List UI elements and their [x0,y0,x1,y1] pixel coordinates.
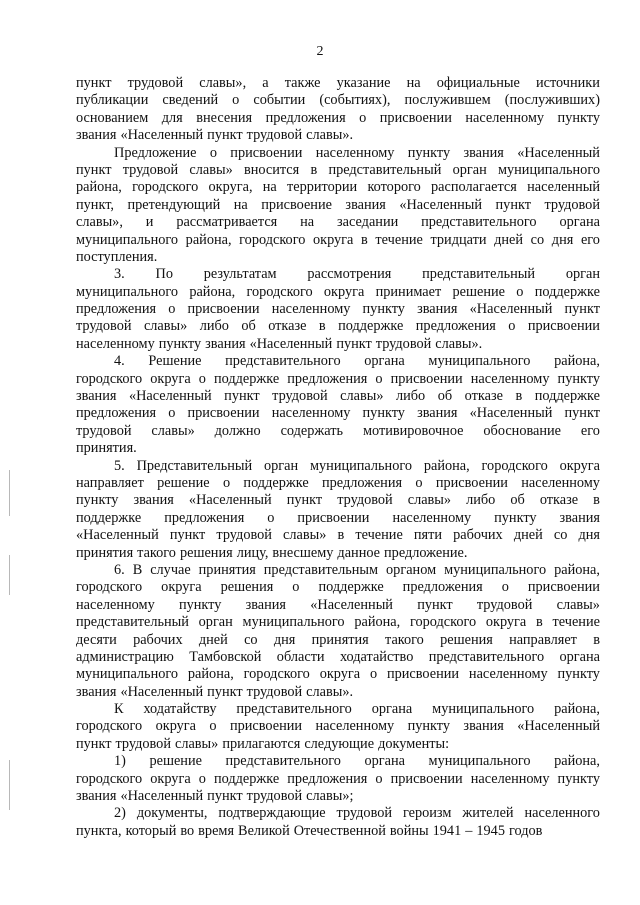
paragraph [76,458,600,562]
text-line: представительный орган муниципального района, городского округа в течение [76,614,600,631]
text-line: муниципального района, городского округа в течение тридцати дней со дня его [76,231,600,248]
paragraph [76,75,600,145]
text-line: пункт трудовой славы» прилагаются следующие документы: [76,735,450,752]
text-line: района, городского округа, на территории которого располагается населенный [76,179,600,196]
text-line: муниципального района, городского округа о присвоении населенному пункту [76,666,600,683]
text-line: 1) решение представительного органа муниципального района, [114,753,600,770]
text-line: направляет решение о поддержке предложения о присвоении населенному [76,474,600,491]
text-line: администрацию Тамбовской области ходатайство представительного органа [76,648,600,665]
text-line: пункт трудовой славы», а также указание на официальные источники [76,75,600,91]
text-line: городского округа о поддержке предложения о присвоении населенному пункту [76,370,600,387]
paragraph [76,145,600,267]
text-line: 6. В случае принятия представительным органом муниципального района, [114,561,600,578]
text-line: К ходатайству представительного органа муниципального района, [114,701,600,718]
paragraph [76,701,600,753]
text-line: 4. Решение представительного органа муниципального района, [114,353,600,370]
text-line: городского округа о присвоении населенному пункту звания «Населенный [76,718,600,735]
text-line: десяти рабочих дней со дня принятия такого решения направляет в [76,631,600,648]
scan-edge-mark [9,760,10,810]
text-line: звания «Населенный пункт трудовой славы»; [76,788,354,805]
text-line: пункту звания «Населенный пункт трудовой славы» либо об отказе в [76,492,600,509]
text-line: городского округа решения о поддержке предложения о присвоении [76,579,600,596]
paragraph [76,562,600,701]
text-line: пункта, который во время Великой Отечественной войны 1941 – 1945 годов [76,822,543,839]
text-line: поступления. [76,248,158,265]
text-line: трудовой славы» должно содержать мотивировочное обоснование его [76,422,600,439]
text-line: «Населенный пункт трудовой славы» в течение пяти рабочих дней со дня [76,527,600,544]
text-line: звания «Населенный пункт трудовой славы» либо об отказе в поддержке [76,388,600,405]
text-line: основанием для внесения предложения о присвоении населенному пункту [76,109,600,126]
text-line: славы», и рассматривается на заседании представительного органа [76,214,600,231]
text-line: публикации сведений о событии (событиях), послужившем (послуживших) [76,92,600,109]
paragraph [76,266,600,353]
text-line: пункт трудовой славы» вносится в представительный орган муниципального [76,161,600,178]
document-body [76,75,600,840]
paragraph [76,753,600,805]
text-line: трудовой славы» либо об отказе в поддержке предложения о присвоении [76,318,600,335]
scan-edge-mark [9,470,10,516]
page-number: 2 [316,44,324,59]
text-line: городского округа о поддержке предложения о присвоении населенному пункту [76,770,600,787]
text-line: звания «Населенный пункт трудовой славы». [76,127,354,144]
text-line: поддержке предложения о присвоении населенному пункту звания [76,509,600,526]
paragraph [76,805,600,840]
text-line: муниципального района, городского округа принимает решение о поддержке [76,283,600,300]
text-line: населенному пункту звания «Населенный пункт трудовой славы». [76,335,483,352]
text-line: звания «Населенный пункт трудовой славы». [76,683,354,700]
text-line: предложения о присвоении населенному пункту звания «Населенный пункт [76,301,600,318]
text-line: предложения о присвоении населенному пункту звания «Населенный пункт [76,405,600,422]
text-line: принятия такого решения лицу, внесшему данное предложение. [76,544,468,561]
text-line: 5. Представительный орган муниципального района, городского округа [114,457,600,474]
text-line: населенному пункту звания «Населенный пункт трудовой славы» [76,596,600,613]
text-line: 3. По результатам рассмотрения представительный орган [114,266,600,283]
scan-edge-mark [9,555,10,595]
text-line: Предложение о присвоении населенному пункту звания «Населенный [114,144,600,161]
text-line: 2) документы, подтверждающие трудовой героизм жителей населенного [114,805,600,822]
paragraph [76,353,600,457]
text-line: принятия. [76,440,137,457]
text-line: пункт, претендующий на присвоение звания «Населенный пункт трудовой [76,196,600,213]
